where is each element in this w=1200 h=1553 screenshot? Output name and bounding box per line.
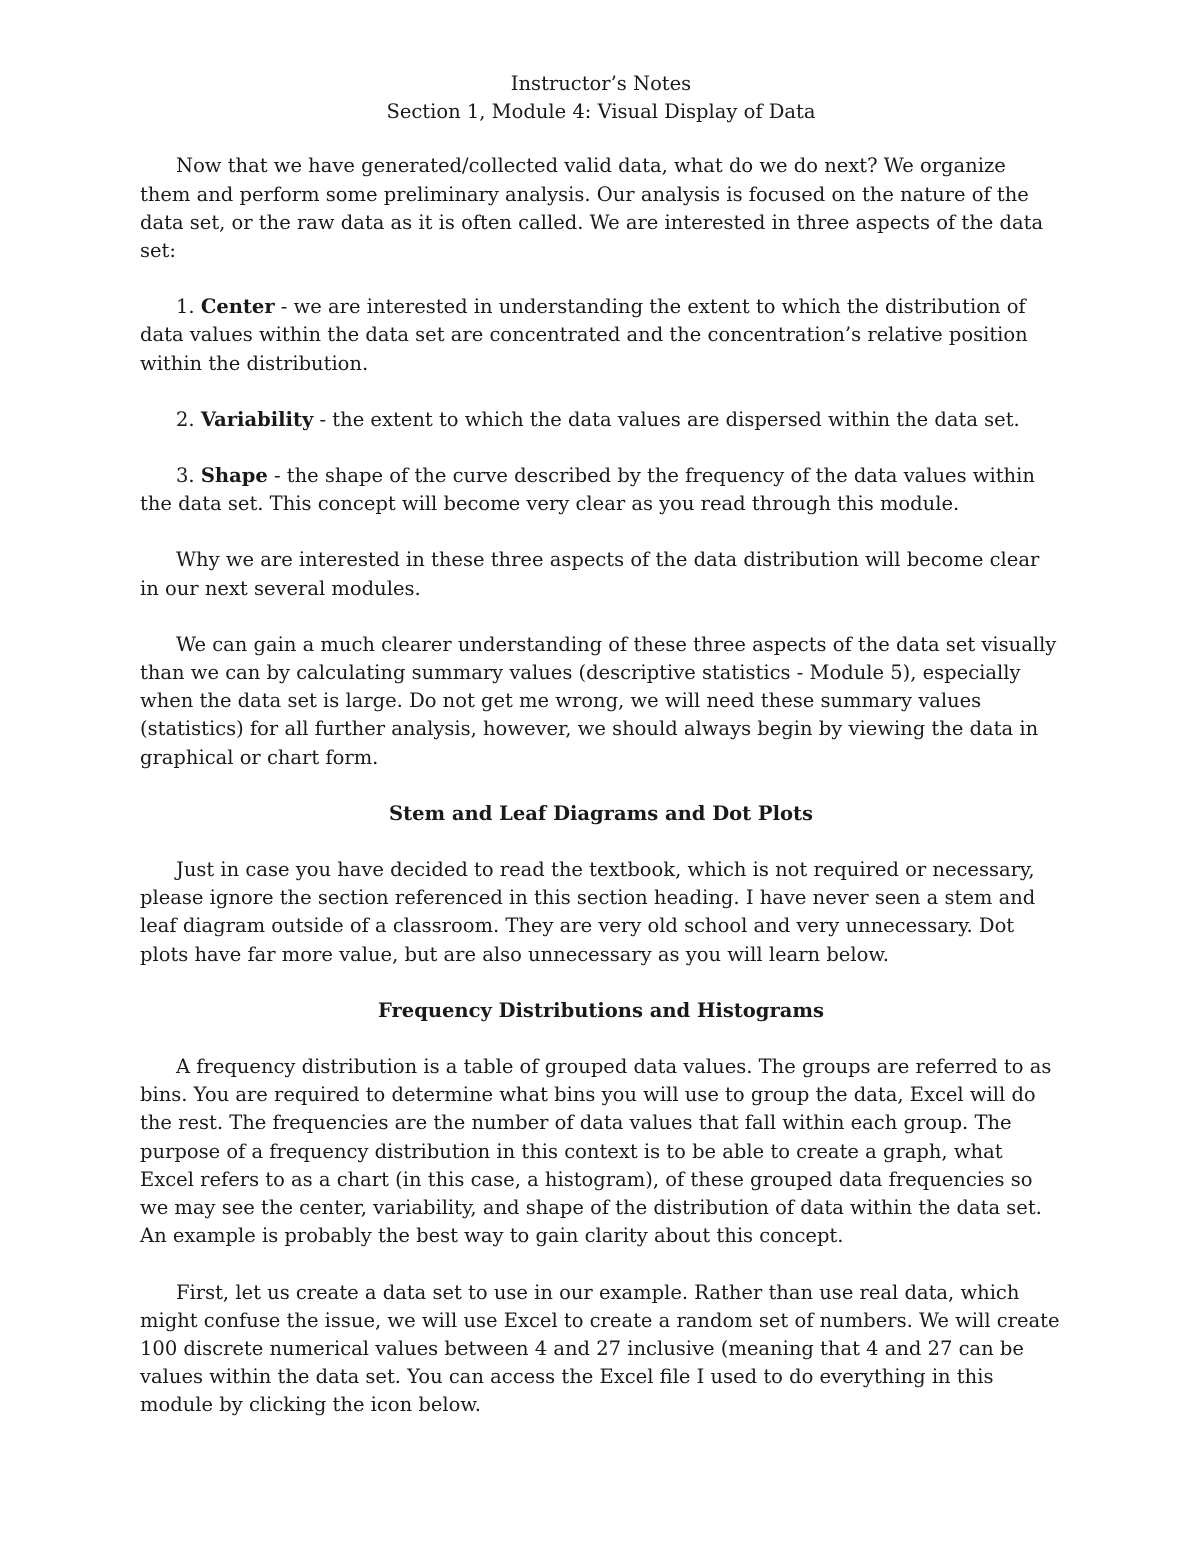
example-paragraph: First, let us create a data set to use in our example. Rather than use real data, which might confuse the issue, we will use Excel to create a random set of numbers. We will create 100 discrete numerical values between 4 and 27 inclusive (meaning that 4 and 27 can be values within the data set. You can access the Excel file I used to do everything in this module by clicking the icon below. bbox=[140, 1280, 1060, 1417]
visual-paragraph: We can gain a much clearer understanding of these three aspects of the data set visually than we can by calculating summary values (descriptive statistics - Module 5), especially when the data set is large. Do not get me wrong, we will need these summary values (statistics) for all further analysis, however, we should always begin by viewing the data in graphical or chart form. bbox=[140, 632, 1057, 769]
aspect-term: Shape bbox=[200, 464, 268, 488]
aspect-term: Center bbox=[200, 295, 275, 319]
section-heading-stem-leaf: Stem and Leaf Diagrams and Dot Plots bbox=[389, 801, 813, 825]
stem-leaf-paragraph: Just in case you have decided to read the textbook, which is not required or necessary, please ignore the section referenced in this section heading. I have never seen a stem and leaf diagram outside of a classroom. They are very old school and very unnecessary. Dot plots have far more value, but are also unnecessary as you will learn below. bbox=[140, 858, 1036, 966]
section-heading-frequency: Frequency Distributions and Histograms bbox=[378, 998, 824, 1022]
aspect-shape bbox=[140, 462, 1062, 518]
document-title-block bbox=[140, 70, 1062, 126]
document-title: Instructor’s Notes bbox=[510, 72, 692, 95]
aspect-text: - we are interested in understanding the extent to which the distribution of data values within the data set are concentrated and the concentration’s relative position within the distribution. bbox=[140, 295, 1028, 375]
aspect-center bbox=[140, 293, 1062, 378]
document-subtitle: Section 1, Module 4: Visual Display of Data bbox=[386, 100, 816, 124]
aspect-text: - the extent to which the data values are dispersed within the data set. bbox=[313, 407, 1020, 431]
intro-paragraph: Now that we have generated/collected valid data, what do we do next? We organize them and perform some preliminary analysis. Our analysis is focused on the nature of the data set, or the raw data as it is often called. We are interested in three aspects of the data set: bbox=[140, 154, 1044, 263]
aspect-term: Variability bbox=[200, 407, 314, 431]
frequency-paragraph: A frequency distribution is a table of grouped data values. The groups are referred to as bins. You are required to determine what bins you will use to group the data, Excel will do the rest. The frequencies are the number of data values that fall within each group. The purpose of a frequency distribution in this context is to be able to create a graph, what Excel refers to as a chart (in this case, a histogram), of these grouped data frequencies so we may see the center, variability, and shape of the distribution of data within the data set. An example is probably the best way to gain clarity about this concept. bbox=[140, 1055, 1052, 1248]
aspect-variability bbox=[140, 406, 1062, 434]
document-page bbox=[140, 70, 1062, 1420]
aspect-number: 1. bbox=[176, 295, 195, 319]
aspect-number: 3. bbox=[176, 464, 195, 488]
aspect-number: 2. bbox=[176, 407, 195, 431]
why-paragraph: Why we are interested in these three aspects of the data distribution will become clear in our next several modules. bbox=[140, 548, 1040, 600]
aspect-text: - the shape of the curve described by the frequency of the data values within the data set. This concept will become very clear as you read through this module. bbox=[140, 464, 1035, 516]
